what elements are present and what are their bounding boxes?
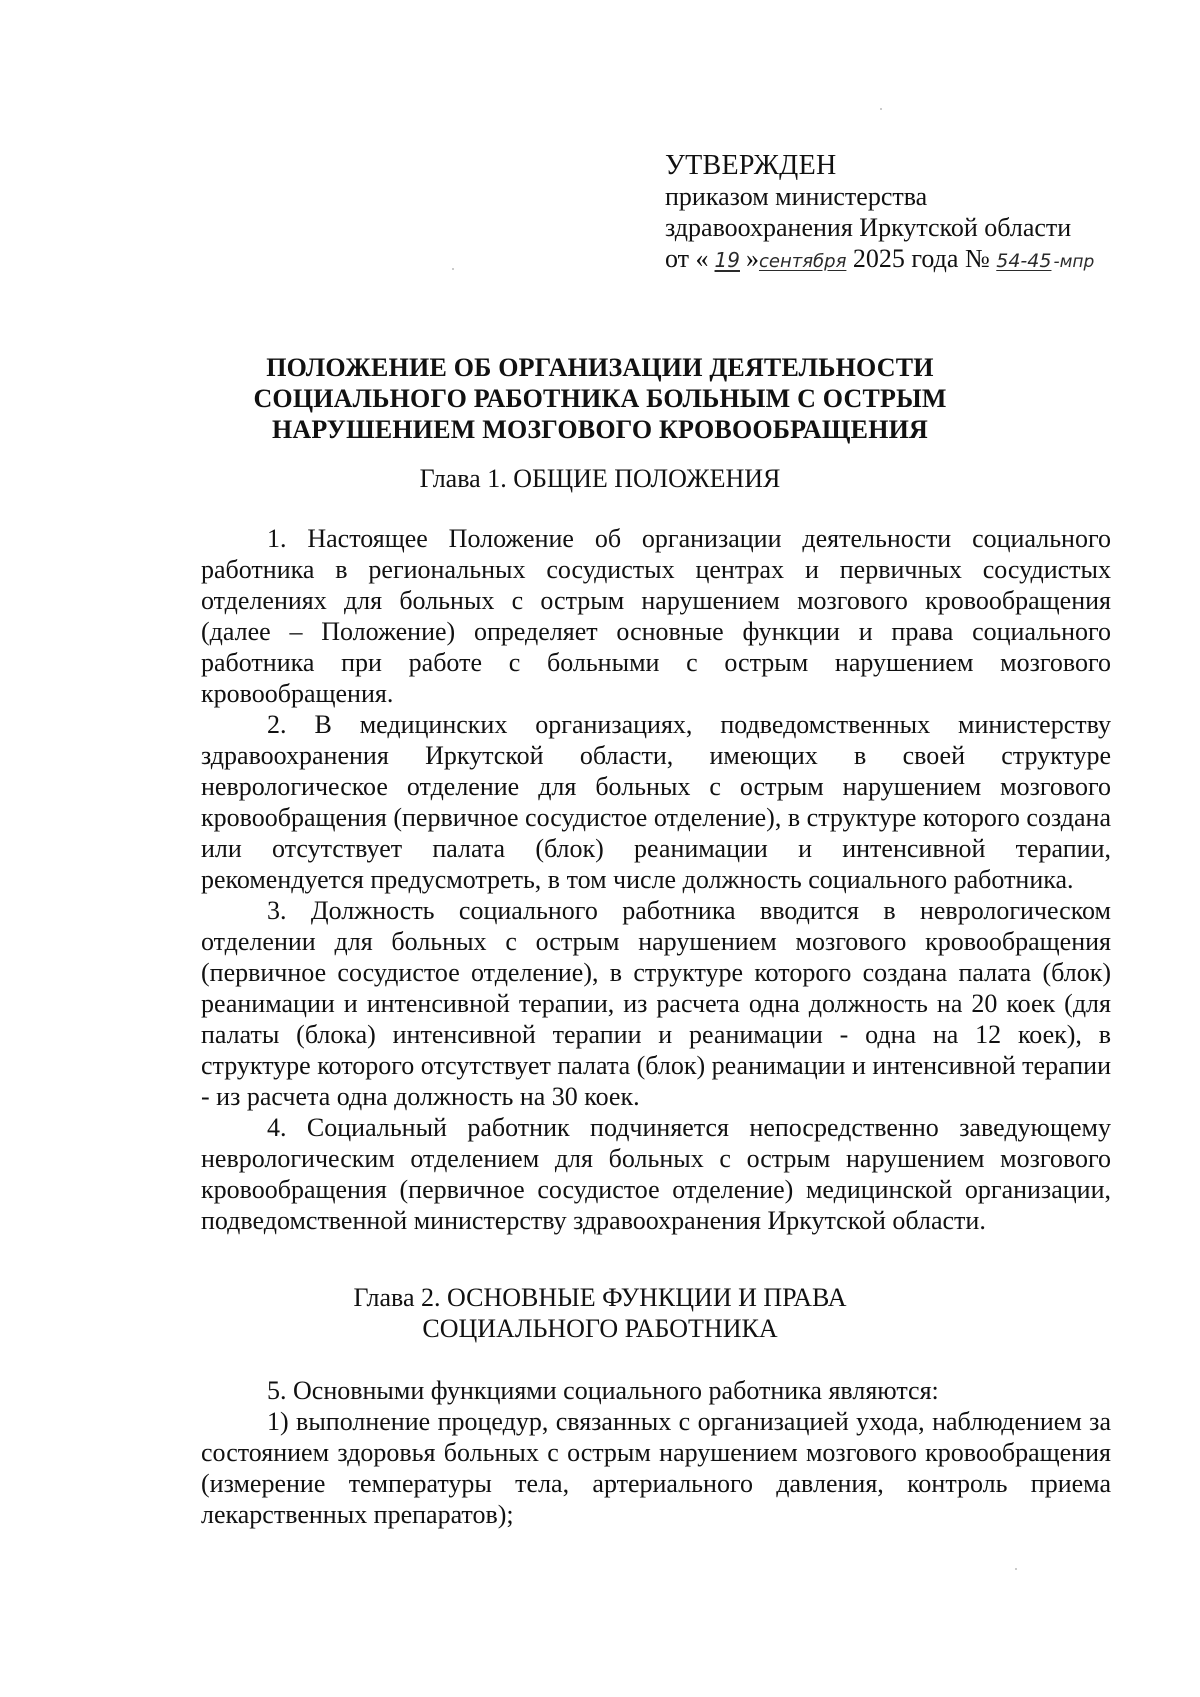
scan-speck — [880, 108, 882, 110]
scan-speck — [1015, 1568, 1017, 1570]
chapter-1-body — [201, 523, 1111, 1236]
paragraph-3: 3. Должность социального работника вводится в неврологическом отделении для больных с острым нарушением мозгового кровообращения (первичное сосудистое отделение), в структуре которого создана палата (блок) реанимации и интенсивной терапии, из расчета одна должность на 20 коек (для палаты (блока) интенсивной терапии и реанимации - одна на 12 коек), в структуре которого отсутствует палата (блок) реанимации и интенсивной терапии - из расчета одна должность на 30 коек. — [201, 896, 1111, 1111]
title-line-2: СОЦИАЛЬНОГО РАБОТНИКА БОЛЬНЫМ С ОСТРЫМ — [253, 384, 947, 413]
approval-block — [665, 150, 1145, 278]
paragraph-5-item-1: 1) выполнение процедур, связанных с организацией ухода, наблюдением за состоянием здоровья больных с острым нарушением мозгового кровообращения (измерение температуры тела, артериального давления, контроль приема лекарственных препаратов); — [201, 1407, 1111, 1529]
scan-speck — [452, 268, 454, 270]
paragraph-2: 2. В медицинских организациях, подведомственных министерству здравоохранения Иркутской области, имеющих в своей структуре неврологическое отделение для больных с острым нарушением мозгового кровообращения (первичное сосудистое отделение), в структуре которого создана или отсутствует палата (блок) реанимации и интенсивной терапии, рекомендуется предусмотреть, в том числе должность социального работника. — [201, 710, 1111, 894]
order-number-handwritten: 54-45 — [996, 250, 1052, 272]
order-suffix-handwritten: -мпр — [1053, 252, 1095, 272]
approval-order-line — [665, 243, 1145, 278]
chapter-2-body — [201, 1375, 1111, 1530]
title-line-3: НАРУШЕНИЕМ МОЗГОВОГО КРОВООБРАЩЕНИЯ — [271, 415, 929, 444]
document-title — [150, 352, 1050, 445]
chapter-2-heading-line-2: СОЦИАЛЬНОГО РАБОТНИКА — [422, 1314, 778, 1343]
approval-line-order-by: приказом министерства — [665, 182, 928, 211]
paragraph-1: 1. Настоящее Положение об организации деятельности социального работника в региональных сосудистых центрах и первичных сосудистых отделениях для больных с острым нарушением мозгового кровообращения (далее – Положение) определяет основные функции и права социального работника при работе с больными с острым нарушением мозгового кровообращения. — [201, 524, 1111, 708]
approval-line-ministry: здравоохранения Иркутской области — [665, 213, 1072, 242]
title-line-1: ПОЛОЖЕНИЕ ОБ ОРГАНИЗАЦИИ ДЕЯТЕЛЬНОСТИ — [266, 353, 934, 382]
chapter-2-heading-line-1: Глава 2. ОСНОВНЫЕ ФУНКЦИИ И ПРАВА — [353, 1283, 847, 1312]
chapter-2-heading — [150, 1282, 1050, 1344]
chapter-1-heading — [150, 463, 1050, 494]
chapter-1-heading-text: Глава 1. ОБЩИЕ ПОЛОЖЕНИЯ — [419, 464, 781, 493]
order-year-text: 2025 года № — [852, 244, 990, 273]
order-prefix: от « — [665, 244, 709, 273]
order-quote-close: » — [745, 244, 759, 273]
paragraph-4: 4. Социальный работник подчиняется непосредственно заведующему неврологическим отделением для больных с острым нарушением мозгового кровообращения (первичное сосудистое отделение) медицинской организации, подведомственной министерству здравоохранения Иркутской области. — [201, 1113, 1111, 1235]
approval-title: УТВЕРЖДЕН — [665, 150, 837, 181]
paragraph-5: 5. Основными функциями социального работника являются: — [267, 1376, 939, 1405]
order-month-handwritten: сентября — [758, 251, 847, 272]
order-day-handwritten: 19 — [714, 248, 740, 272]
